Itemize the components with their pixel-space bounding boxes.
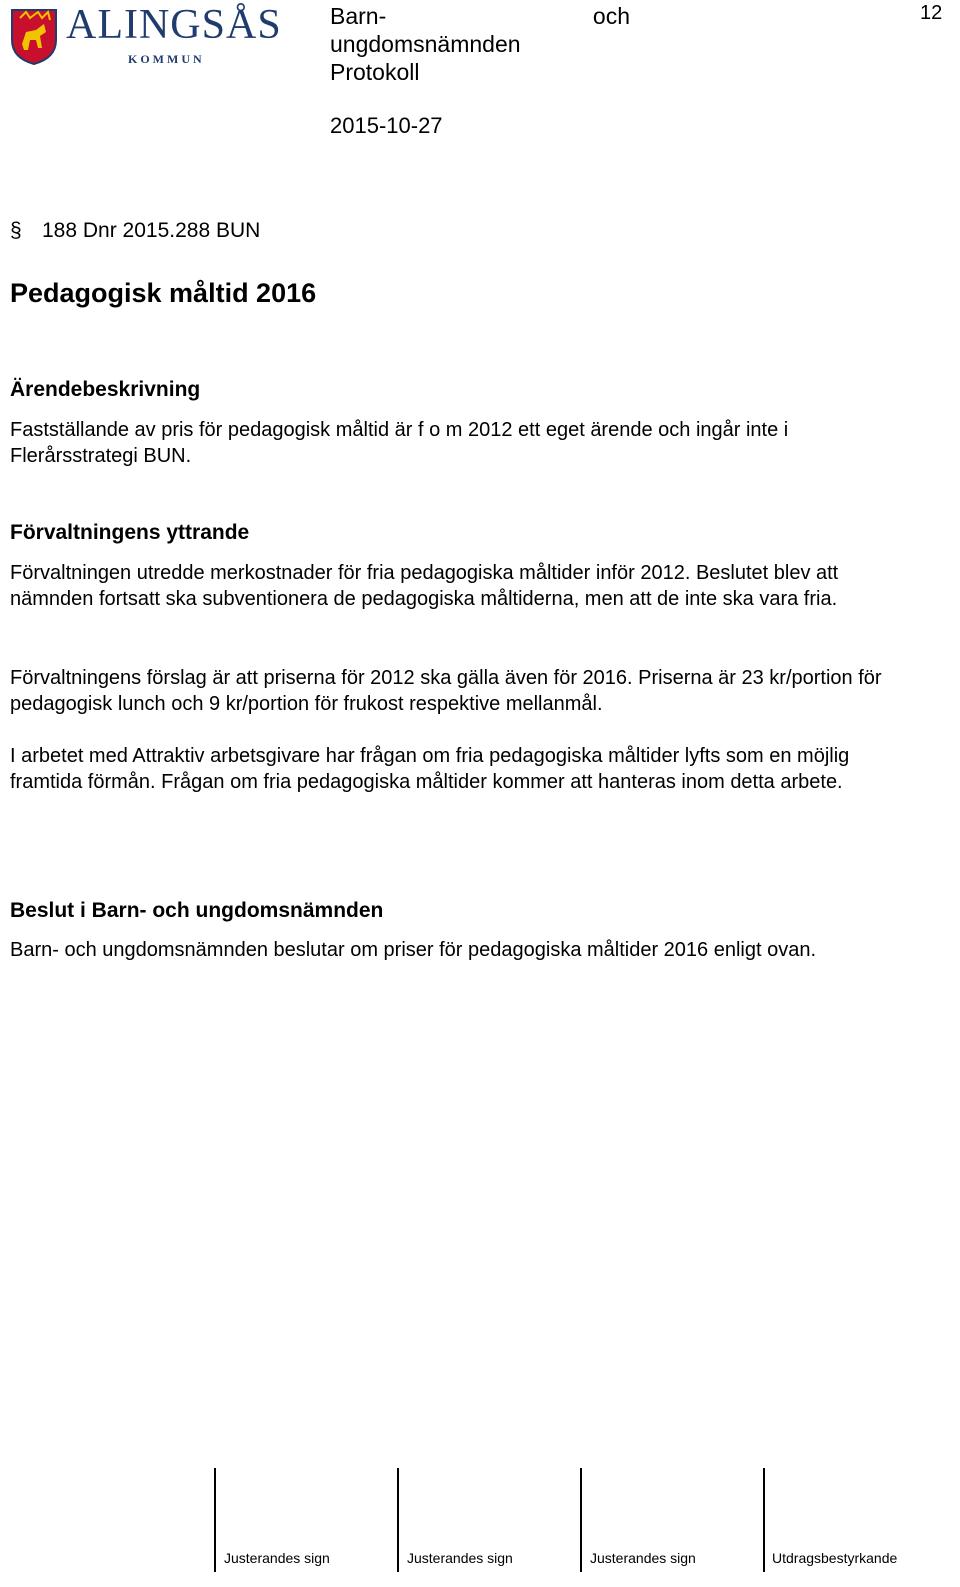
signature-divider <box>397 1468 399 1572</box>
signature-divider <box>763 1468 765 1572</box>
signature-label-1: Justerandes sign <box>224 1550 330 1566</box>
coat-of-arms-icon <box>10 4 58 66</box>
yttrande-paragraph-3: I arbetet med Attraktiv arbetsgivare har frågan om fria pedagogiska måltider lyfts som en möjlig framtida förmån. Frågan om fria pedagogiska måltider kommer att hanteras inom detta arbete. <box>10 745 850 793</box>
signature-label-2: Justerandes sign <box>407 1550 513 1566</box>
document-header-title <box>330 2 630 86</box>
header-title-line2: ungdomsnämnden <box>330 31 521 57</box>
case-number: 188 Dnr 2015.288 BUN <box>42 219 261 242</box>
header-title-word2: och <box>592 3 630 29</box>
header-title-line3: Protokoll <box>330 59 420 85</box>
heading-arendebeskrivning: Ärendebeskrivning <box>10 378 201 401</box>
header-title-word1: Barn- <box>330 3 387 29</box>
yttrande-paragraph-1: Förvaltningen utredde merkostnader för fria pedagogiska måltider inför 2012. Beslutet blev att nämnden fortsatt ska subventionera de pedagogiska måltiderna, men att de inte ska vara fria. <box>10 562 839 610</box>
arendebeskrivning-text: Fastställande av pris för pedagogisk måltid är f o m 2012 ett eget ärende och ingår inte i Flerårsstrategi BUN. <box>10 419 789 467</box>
signature-label-3: Justerandes sign <box>590 1550 696 1566</box>
heading-yttrande: Förvaltningens yttrande <box>10 521 250 544</box>
certification-label: Utdragsbestyrkande <box>772 1550 898 1566</box>
beslut-text: Barn- och ungdomsnämnden beslutar om priser för pedagogiska måltider 2016 enligt ovan. <box>10 939 817 961</box>
yttrande-paragraph-2: Förvaltningens förslag är att priserna för 2012 ska gälla även för 2016. Priserna är 23 kr/portion för pedagogisk lunch och 9 kr/portion för frukost respektive mellanmål. <box>10 667 882 715</box>
logo-wordmark: ALINGSÅS <box>66 2 282 48</box>
logo-subtitle: KOMMUN <box>128 52 205 66</box>
paragraph-symbol: § <box>10 219 22 242</box>
signature-divider <box>580 1468 582 1572</box>
meeting-date: 2015-10-27 <box>330 113 443 138</box>
page-number: 12 <box>920 2 943 24</box>
alingsas-logo <box>10 4 290 68</box>
signature-divider <box>214 1468 216 1572</box>
case-title: Pedagogisk måltid 2016 <box>10 278 317 308</box>
heading-beslut: Beslut i Barn- och ungdomsnämnden <box>10 899 384 922</box>
